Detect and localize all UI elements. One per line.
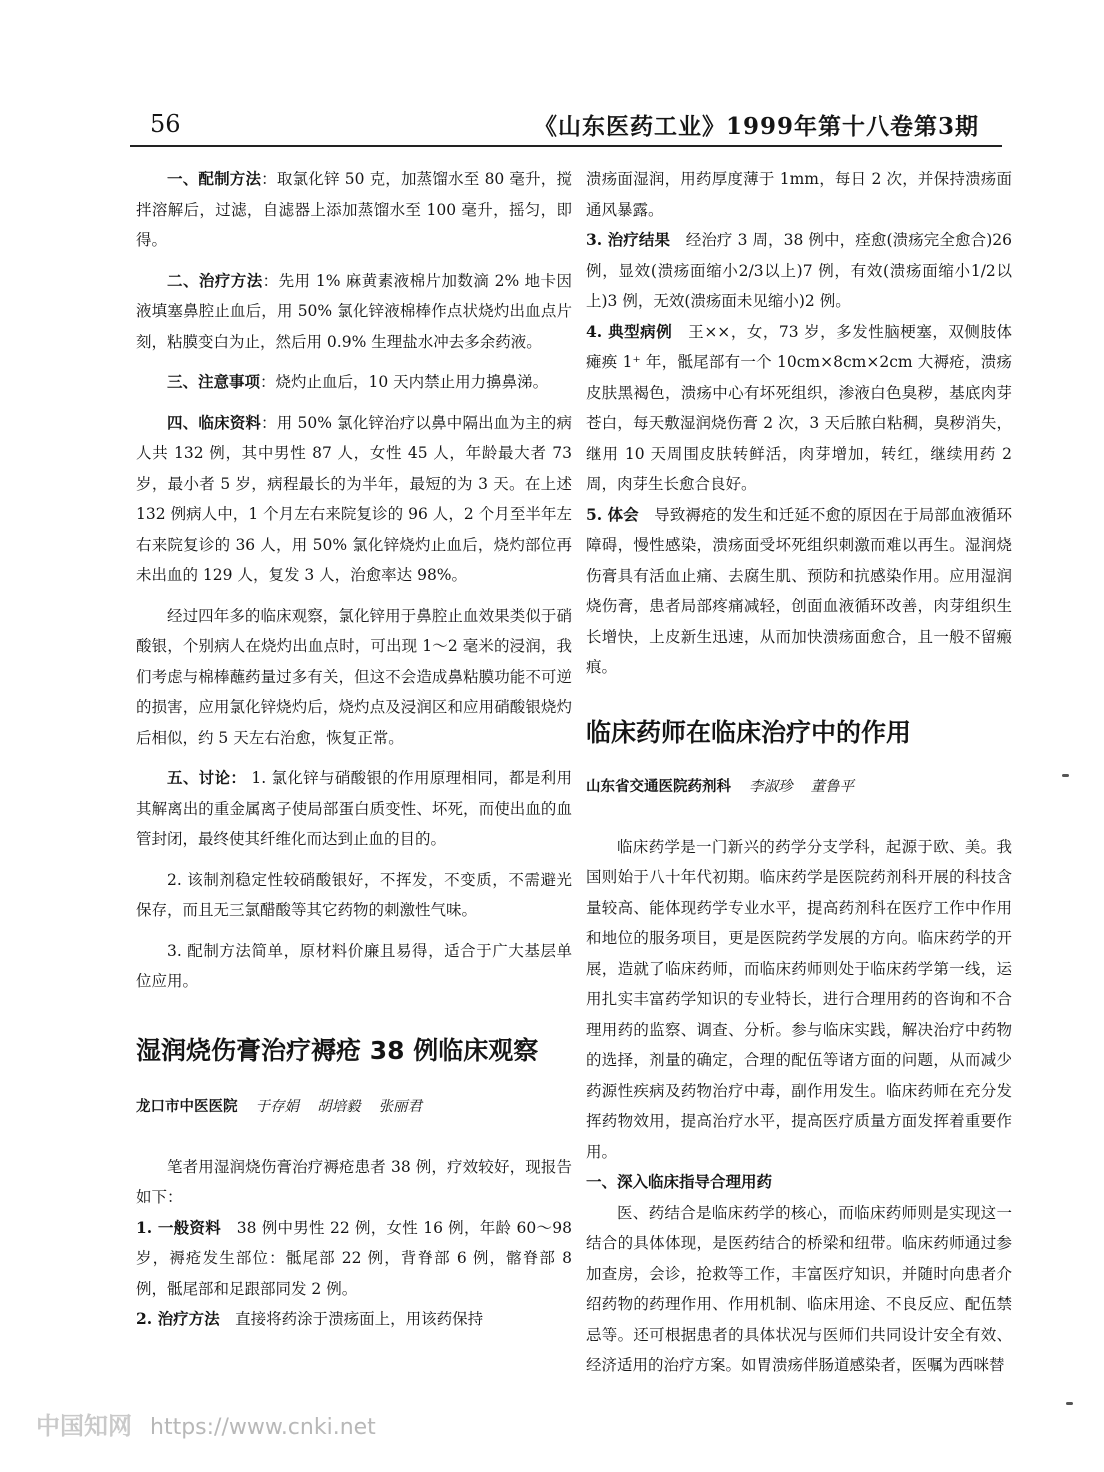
scan-speck bbox=[1066, 1402, 1073, 1405]
section-discussion: 五、讨论： 1. 氯化锌与硝酸银的作用原理相同，都是利用其解离出的重金属离子使局部蛋白质变性、坏死，而使出血的血管封闭，最终使其纤维化而达到止血的目的。 bbox=[136, 768, 572, 848]
author-name: 董鲁平 bbox=[810, 778, 854, 795]
paragraph-clinical-pharmacy: 临床药学是一门新兴的药学分支学科，起源于欧、美。我国则始于八十年代初期。临床药学是医院药剂科开展的科技含量较高、能体现药学专业水平，提高药剂科在医疗工作中作用和地位的服务项目，更是医院药学发展的方向。临床药学的开展，造就了临床药师，而临床药师则处于临床药学第一线，运用扎实丰富药学知识的专业特长，进行合理用药的咨询和不合理用药的监察、调查、分析。参与临床实践，解决治疗中药物的选择，剂量的确定，合理的配伍等诸方面的问题，从而减少药源性疾病及药物治疗中毒，副作用发生。临床药师在充分发挥药物效用，提高治疗水平，提高医疗质量方面发挥着重要作用。 bbox=[586, 837, 1012, 1161]
paragraph-intro: 笔者用湿润烧伤膏治疗褥疮患者 38 例，疗效较好，现报告如下： bbox=[136, 1157, 572, 1206]
section-heading: 5. 体会 bbox=[586, 504, 639, 524]
author-name: 张丽君 bbox=[378, 1098, 422, 1115]
watermark bbox=[36, 1406, 376, 1441]
author-name: 李淑珍 bbox=[749, 778, 793, 795]
author-name: 于存娟 bbox=[255, 1098, 299, 1115]
paragraph-continuation: 溃疡面湿润，用药厚度薄于 1mm，每日 2 次，并保持溃疡面通风暴露。 bbox=[586, 170, 1012, 219]
header-rule bbox=[130, 145, 1002, 147]
institution: 龙口市中医医院 bbox=[136, 1097, 238, 1115]
section-heading: 二、治疗方法 bbox=[167, 270, 263, 290]
discussion-point-3: 3. 配制方法简单，原材料价廉且易得，适合于广大基层单位应用。 bbox=[136, 941, 572, 990]
section-results: 3. 治疗结果 经治疗 3 周，38 例中，痊愈(溃疡完全愈合)26 例，显效(溃疡面缩小2/3以上)7 例，有效(溃疡面缩小1/2以上)3 例，无效(溃疡面未见缩小)2 例。 bbox=[586, 230, 1013, 310]
paragraph-observation: 经过四年多的临床观察，氯化锌用于鼻腔止血效果类似于硝酸银，个别病人在烧灼出血点时，可出现 1～2 毫米的浸润，我们考虑与棉棒蘸药量过多有关，但这不会造成鼻粘膜功能不可逆的损害，应用氯化锌烧灼后，烧灼点及浸润区和应用硝酸银烧灼后相似，约 5 天左右治愈，恢复正常。 bbox=[136, 606, 572, 747]
author-line bbox=[586, 775, 1012, 796]
section-heading: 一、深入临床指导合理用药 bbox=[586, 1172, 773, 1191]
section-heading: 1. 一般资料 bbox=[136, 1217, 221, 1237]
section-clinical-data: 四、临床资料：用 50% 氯化锌治疗以鼻中隔出血为主的病人共 132 例，其中男性 87 人，女性 45 人，年龄最大者 73 岁，最小者 5 岁，病程最长的为半年，最短的为 3 天。在上述 132 例病人中，1 个月左右来院复诊的 96 人，2 个月至半年左右来院复诊的 36 人，用 50% 氯化锌烧灼止血后，烧灼部位再未出血的 129 人，复发 3 人，治愈率达 98%。 bbox=[136, 412, 572, 584]
page-number: 56 bbox=[150, 110, 181, 138]
author-line bbox=[136, 1095, 572, 1116]
right-column bbox=[586, 164, 1012, 1381]
section-heading: 三、注意事项 bbox=[167, 372, 261, 391]
article-title: 临床药师在临床治疗中的作用 bbox=[586, 717, 912, 747]
section-heading: 四、临床资料 bbox=[167, 412, 262, 432]
section-method: 2. 治疗方法 直接将药涂于溃疡面上，用该药保持 bbox=[136, 1309, 484, 1328]
section-heading: 五、讨论： bbox=[167, 768, 247, 787]
paragraph-integration: 医、药结合是临床药学的核心，而临床药师则是实现这一结合的具体体现，是医药结合的桥梁和纽带。临床药师通过参加查房，会诊，抢救等工作，丰富医疗知识，并随时向患者介绍药物的药理作用、作用机制、临床用途、不良反应、配伍禁忌等。还可根据患者的具体状况与医师们共同设计安全有效、经济适用的治疗方案。如胃溃疡伴肠道感染者，医嘱为西咪替 bbox=[586, 1203, 1012, 1374]
section-heading: 一、配制方法 bbox=[167, 169, 262, 188]
section-experience: 5. 体会 导致褥疮的发生和迁延不愈的原因在于局部血液循环障碍，慢性感染，溃疡面受坏死组织刺激而难以再生。湿润烧伤膏具有活血止痛、去腐生肌、预防和抗感染作用。应用湿润烧伤膏，患者局部疼痛减轻，创面血液循环改善，肉芽组织生长增快，上皮新生迅速，从而加快溃疡面愈合，且一般不留瘢痕。 bbox=[586, 504, 1012, 676]
section-heading: 2. 治疗方法 bbox=[136, 1309, 220, 1328]
section-treatment: 二、治疗方法：先用 1% 麻黄素液棉片加数滴 2% 地卡因液填塞鼻腔止血后，用 50% 氯化锌液棉棒作点状烧灼出血点片刻，粘膜变白为止，然后用 0.9% 生理盐水冲去多余药液。 bbox=[136, 270, 572, 351]
section-case: 4. 典型病例 王××，女，73 岁，多发性脑梗塞，双侧肢体瘫痪 1⁺ 年，骶尾部有一个 10cm×8cm×2cm 大褥疮，溃疡皮肤黑褐色，溃疡中心有坏死组织，渗液白色臭秽，基底肉芽苍白，每天敷湿润烧伤膏 2 次，3 天后脓白粘稠，臭秽消失，继用 10 天周围皮肤转鲜活，肉芽增加，转红，继续用药 2 周，肉芽生长愈合良好。 bbox=[586, 321, 1012, 493]
discussion-point-2: 2. 该制剂稳定性较硝酸银好，不挥发，不变质，不需避光保存，而且无三氯醋酸等其它药物的刺激性气味。 bbox=[136, 870, 572, 919]
cnki-url: https://www.cnki.net bbox=[150, 1415, 376, 1440]
author-name: 胡培毅 bbox=[317, 1098, 361, 1115]
section-preparation: 一、配制方法：取氯化锌 50 克，加蒸馏水至 80 毫升，搅拌溶解后，过滤，自滤器上添加蒸馏水至 100 毫升，摇匀，即得。 bbox=[136, 169, 572, 249]
section-notes: 三、注意事项：烧灼止血后，10 天内禁止用力擤鼻涕。 bbox=[167, 372, 549, 391]
section-heading: 4. 典型病例 bbox=[586, 321, 673, 341]
cnki-logo: 中国知网 bbox=[36, 1412, 132, 1440]
scan-speck bbox=[1062, 774, 1069, 777]
article-title: 湿润烧伤膏治疗褥疮 38 例临床观察 bbox=[136, 1035, 539, 1065]
section-heading: 3. 治疗结果 bbox=[586, 230, 671, 249]
left-column bbox=[136, 164, 572, 1335]
section-general-info: 1. 一般资料 38 例中男性 22 例，女性 16 例，年龄 60～98 岁，褥疮发生部位：骶尾部 22 例，背脊部 6 例，髂脊部 8 例，骶尾部和足跟部同发 2 例。 bbox=[136, 1217, 573, 1298]
institution: 山东省交通医院药剂科 bbox=[586, 777, 731, 795]
journal-header: 《山东医药工业》1999年第十八卷第3期 bbox=[533, 113, 979, 140]
